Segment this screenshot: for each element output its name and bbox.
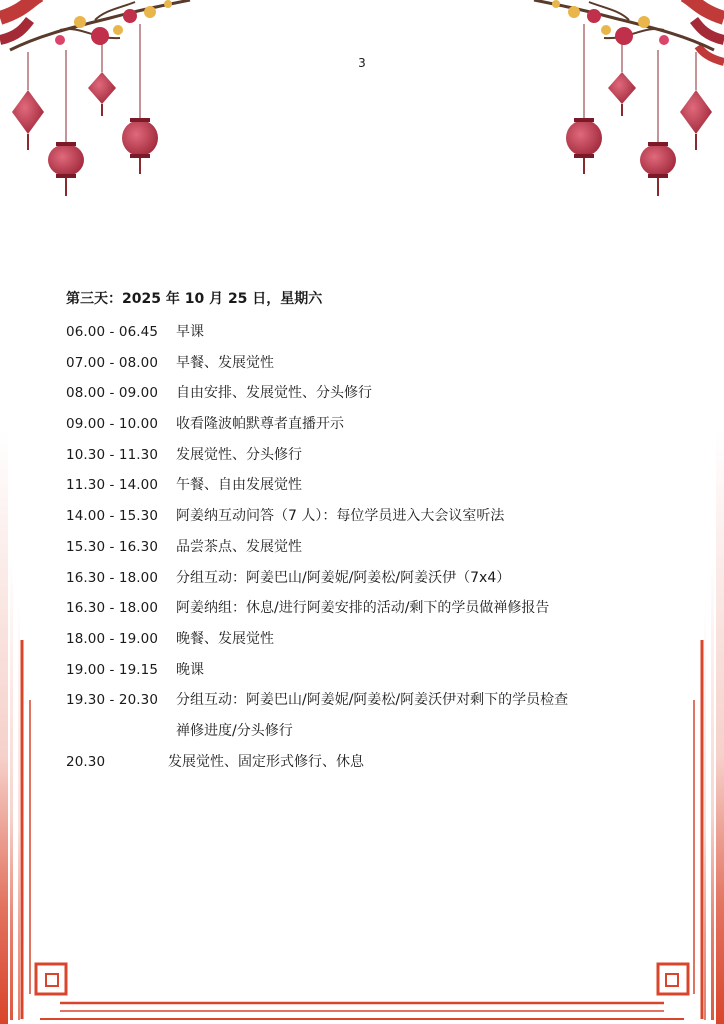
schedule-row <box>66 624 666 655</box>
schedule-time: 10.30 - 11.30 <box>66 446 159 463</box>
schedule-activity: 收看隆波帕默尊者直播开示 <box>176 416 344 433</box>
schedule-time: 07.00 - 08.00 <box>66 354 159 371</box>
schedule-row <box>66 685 666 716</box>
schedule-time: 06.00 - 06.45 <box>66 324 159 340</box>
schedule-row-continuation <box>66 716 666 747</box>
schedule-activity: 晚餐、发展觉性 <box>176 630 274 647</box>
schedule-activity: 早课 <box>176 324 204 340</box>
schedule-activity: 自由安排、发展觉性、分头修行 <box>176 385 372 402</box>
schedule-time: 16.30 - 18.00 <box>66 569 159 586</box>
schedule-row <box>66 348 666 379</box>
day-label: 第三天： <box>66 291 122 307</box>
top-right-ornament <box>534 0 724 196</box>
schedule-time: 14.00 - 15.30 <box>66 508 159 525</box>
schedule-time: 15.30 - 16.30 <box>66 538 159 555</box>
schedule-time: 20.30 <box>66 753 106 770</box>
schedule-activity: 阿姜纳互动问答（7 人）：每位学员进入大会议室听法 <box>176 508 505 525</box>
schedule-row <box>66 655 666 686</box>
schedule-time: 19.30 - 20.30 <box>66 692 159 709</box>
schedule-activity: 发展觉性、固定形式修行、休息 <box>168 753 364 770</box>
schedule-activity: 晚课 <box>176 661 204 678</box>
schedule-activity: 分组互动：阿姜巴山/阿姜妮/阿姜松/阿姜沃伊对剩下的学员检查 <box>176 692 569 709</box>
schedule-row <box>66 409 666 440</box>
day-date: 2025 年 10 月 25 日，星期六 <box>122 291 323 307</box>
schedule-time: 16.30 - 18.00 <box>66 600 159 617</box>
schedule-time: 11.30 - 14.00 <box>66 477 159 494</box>
schedule-row <box>66 563 666 594</box>
corner-ornament-bottom-left <box>22 640 66 1019</box>
schedule-time: 19.00 - 19.15 <box>66 661 159 678</box>
schedule-activity: 禅修进度/分头修行 <box>176 722 293 739</box>
schedule-row <box>66 593 666 624</box>
top-left-ornament <box>0 0 190 196</box>
schedule-activity: 午餐、自由发展觉性 <box>176 477 302 494</box>
schedule-activity: 早餐、发展觉性 <box>176 354 274 371</box>
schedule-row <box>66 378 666 409</box>
schedule-activity: 分组互动：阿姜巴山/阿姜妮/阿姜松/阿姜沃伊（7x4） <box>176 569 511 586</box>
page-number: 3 <box>358 56 366 70</box>
schedule-time: 18.00 - 19.00 <box>66 630 159 647</box>
schedule-row <box>66 501 666 532</box>
day-heading <box>66 287 666 311</box>
schedule-time <box>66 716 176 747</box>
schedule-activity: 发展觉性、分头修行 <box>176 446 302 463</box>
schedule-row <box>66 317 666 348</box>
schedule-row <box>66 747 666 778</box>
schedule-section <box>66 287 666 777</box>
schedule-activity: 品尝茶点、发展觉性 <box>176 538 302 555</box>
right-border-fade <box>704 430 724 1024</box>
schedule-row <box>66 470 666 501</box>
bottom-border <box>40 1003 684 1019</box>
schedule-row <box>66 532 666 563</box>
schedule-time: 09.00 - 10.00 <box>66 416 159 433</box>
schedule-row <box>66 440 666 471</box>
left-border-fade <box>0 430 20 1024</box>
schedule-time: 08.00 - 09.00 <box>66 385 159 402</box>
schedule-activity: 阿姜纳组：休息/进行阿姜安排的活动/剩下的学员做禅修报告 <box>176 600 550 617</box>
